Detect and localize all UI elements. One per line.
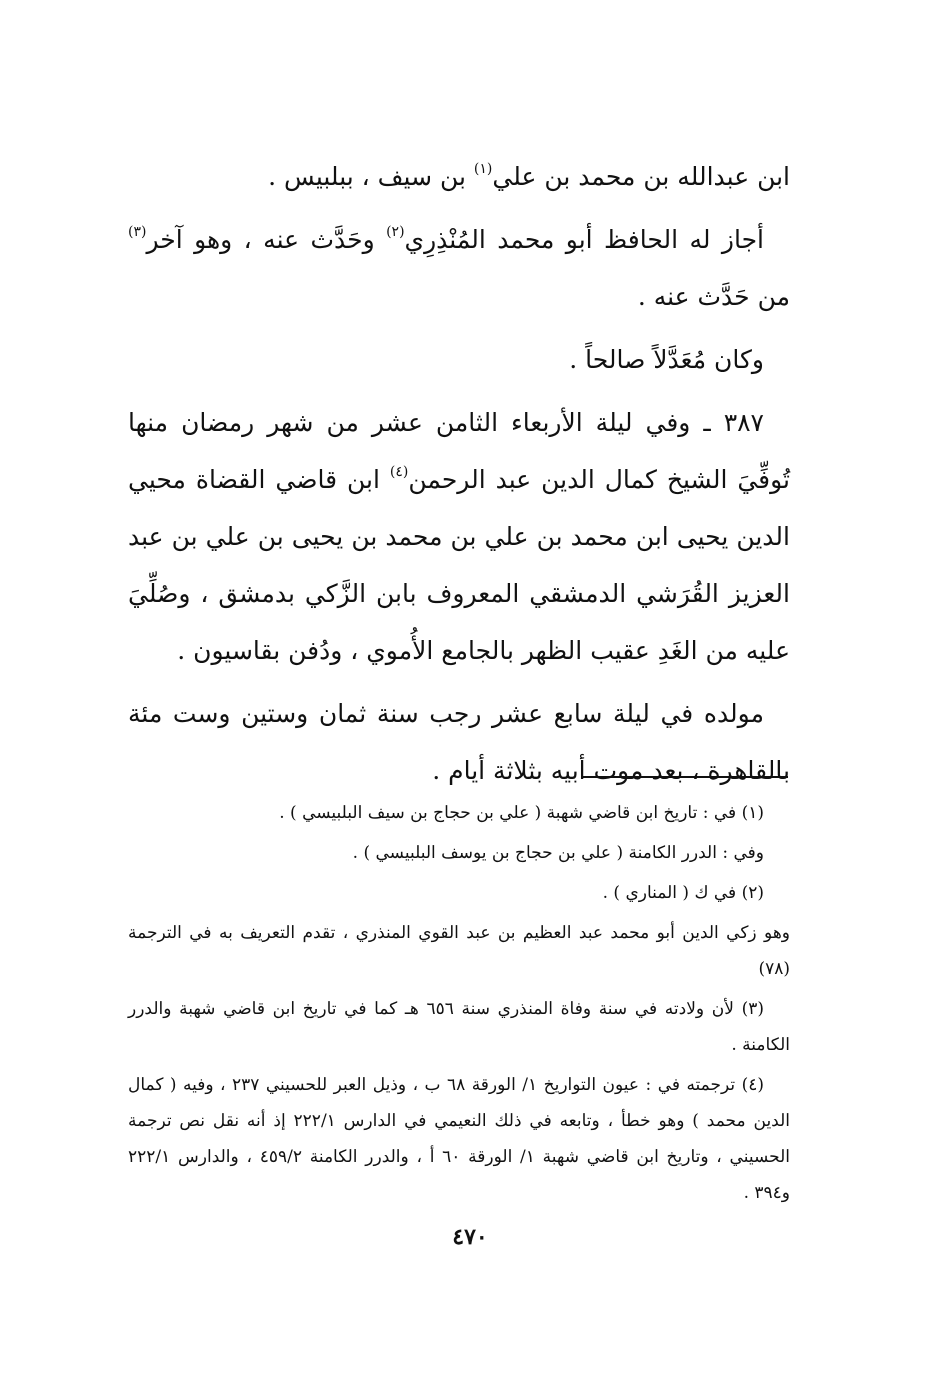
text-segment: من حَدَّث عنه . [637, 282, 790, 311]
paragraph-character: وكان مُعَدَّلاً صالحاً . [569, 345, 764, 374]
paragraph-birth: مولده في ليلة سابع عشر رجب سنة ثمان وستين وست مئة بالقاهرة ، بعد موت أبيه بثلاثة أيام . [128, 699, 790, 785]
page-number: ٤٧٠ [452, 1224, 488, 1250]
text-segment: أجاز له الحافظ أبو محمد المُنْذِرِي [404, 225, 764, 254]
footnote-1: (١) في : تاريخ ابن قاضي شهبة ( علي بن حجاج بن سيف البلبيسي ) . [279, 803, 764, 823]
text-segment: ابن قاضي القضاة محيي الدين يحيى ابن محمد بن علي بن محمد بن يحيى بن علي بن عبد العزيز القُرَشي الدمشقي المعروف بابن الزَّكي بدمشق ، وصُلِّيَ عليه من الغَدِ عقيب الظهر بالجامع الأُموي ، ودُفن بقاسيون . [128, 465, 790, 665]
paragraph-ijaza [128, 211, 790, 325]
footnote-ref-1: (١) [473, 161, 493, 177]
footnotes-section [128, 795, 790, 1215]
footnote-1-continuation: وفي : الدرر الكامنة ( علي بن حجاج بن يوسف البلبيسي ) . [352, 843, 764, 863]
footnote-ref-3: (٣) [128, 224, 147, 240]
main-text-body [128, 148, 790, 805]
footnote-2-continuation: وهو زكي الدين أبو محمد عبد العظيم بن عبد القوي المنذري ، تقدم التعريف به في الترجمة (٧٨) [128, 923, 790, 979]
text-segment: ٣٨٧ ـ وفي ليلة الأربعاء الثامن عشر من شهر رمضان منها تُوفِّيَ الشيخ كمال الدين عبد الرحمن [128, 408, 790, 494]
footnote-ref-4: (٤) [389, 464, 409, 480]
text-segment: ابن عبدالله بن محمد بن علي [492, 162, 790, 191]
footnote-4: (٤) ترجمته في : عيون التواريخ ١/ الورقة ٦٨ ب ، وذيل العبر للحسيني ٢٣٧ ، وفيه ( كمال الدين محمد ) وهو خطأ ، وتابعه في ذلك النعيمي في الدارس ٢٢٢/١ إذ أنه نقل نص ترجمة الحسيني ، وتاريخ ابن قاضي شهبة ١/ الورقة ٦٠ أ ، والدرر الكامنة ٤٥٩/٢ ، والدارس ٢٢٢/١ و٣٩٤ . [128, 1075, 791, 1203]
footnote-2: (٢) في ك ( المناري ) . [602, 883, 764, 903]
footnote-3: (٣) لأن ولادته في سنة وفاة المنذري سنة ٦٥٦ هـ كما في تاريخ ابن قاضي شهبة والدرر الكامنة . [128, 999, 790, 1055]
footnote-ref-2: (٢) [386, 224, 405, 240]
text-segment: بن سيف ، ببلبيس . [268, 162, 474, 191]
paragraph-lineage [128, 148, 790, 205]
text-segment: وحَدَّث عنه ، وهو آخر [146, 225, 387, 254]
footnote-divider [583, 776, 788, 778]
paragraph-entry-387 [128, 394, 790, 679]
